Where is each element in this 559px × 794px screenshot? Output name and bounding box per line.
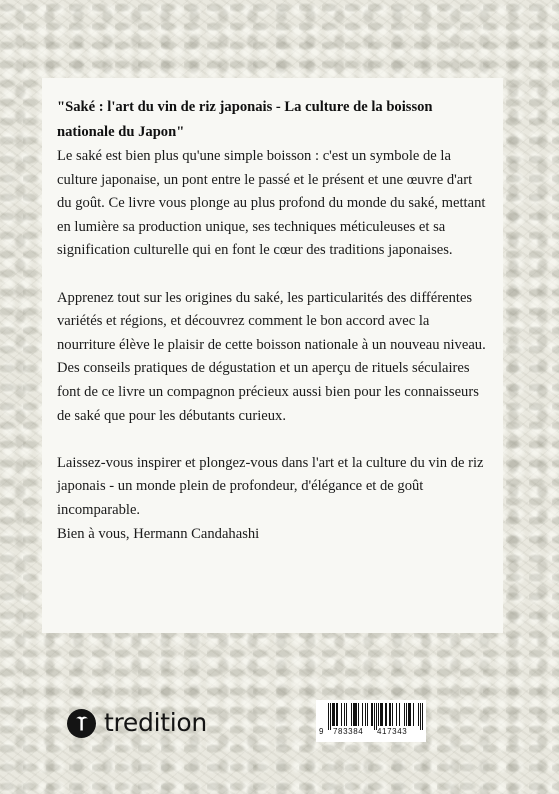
barcode-digits: [316, 727, 426, 739]
barcode-bar: [413, 703, 414, 726]
tredition-logo-icon: [67, 709, 96, 738]
back-cover-text-panel: [42, 78, 503, 633]
barcode-bar: [341, 703, 342, 726]
barcode-bar: [406, 703, 407, 726]
barcode-bar: [367, 703, 368, 726]
barcode-bar: [334, 703, 335, 726]
barcode-bar: [354, 703, 355, 726]
barcode-bar: [389, 703, 390, 726]
barcode-bar: [404, 703, 405, 726]
barcode-bar: [330, 703, 331, 730]
barcode-bar: [337, 703, 338, 726]
barcode-bar: [378, 703, 379, 726]
blurb-paragraph-2: Apprenez tout sur les origines du saké, les particularités des différentes variétés et régions, et découvrez comment le bon accord avec la nourriture élève le plaisir de cette boisson nationale à un nouveau niveau. Des conseils pratiques de dégustation et un aperçu de rituels séculaires font de ce livre un compagnon précieux aussi bien pour les connaisseurs de saké que pour les débutants curieux.: [57, 289, 486, 424]
blurb-paragraph-3: Laissez-vous inspirer et plongez-vous dans l'art et la culture du vin de riz japonais - un monde plein de profondeur, d'élégance et de goût incomparable.: [57, 454, 484, 518]
barcode-bar: [374, 703, 375, 730]
barcode-bar: [408, 703, 409, 726]
publisher-name: tredition: [104, 708, 207, 737]
barcode-bar: [410, 703, 411, 726]
barcode-bar: [420, 703, 421, 730]
barcode-bar: [355, 703, 356, 726]
isbn-barcode: [316, 700, 426, 742]
barcode-bar: [392, 703, 393, 726]
barcode-bar: [386, 703, 387, 726]
barcode-bar: [353, 703, 354, 726]
barcode-bar: [358, 703, 359, 726]
blurb-paragraph-1: Le saké est bien plus qu'une simple boisson : c'est un symbole de la culture japonaise, un pont entre le passé et le présent et une œuvre d'art du goût. Ce livre vous plonge au plus profond du monde du saké, mettant en lumière sa production unique, ses techniques méticuleuses et sa signification culturelle qui en font le cœur des traditions japonaises.: [57, 148, 486, 259]
barcode-bar: [362, 703, 363, 726]
barcode-bar: [399, 703, 400, 726]
barcode-left-group: 783384: [333, 727, 364, 736]
barcode-first-digit: 9: [319, 727, 324, 736]
paragraph-spacer: [57, 263, 487, 287]
barcode-bar: [422, 703, 423, 730]
barcode-bar: [336, 703, 337, 726]
barcode-bar: [382, 703, 383, 726]
publisher-logo: [67, 707, 207, 739]
barcode-bar: [333, 703, 334, 726]
barcode-bar: [356, 703, 357, 726]
barcode-bar: [409, 703, 410, 726]
paragraph-spacer: [57, 428, 487, 452]
barcode-bar: [346, 703, 347, 726]
barcode-bar: [328, 703, 329, 730]
barcode-bar: [396, 703, 397, 726]
barcode-bar: [376, 703, 377, 730]
barcode-bar: [381, 703, 382, 726]
barcode-bar: [344, 703, 345, 726]
barcode-bar: [380, 703, 381, 726]
barcode-bar: [332, 703, 333, 726]
barcode-bar: [390, 703, 391, 726]
book-title: "Saké : l'art du vin de riz japonais - La culture de la boisson nationale du Japon": [57, 99, 433, 140]
barcode-right-group: 417343: [377, 727, 408, 736]
barcode-bar: [385, 703, 386, 726]
barcode-bar: [371, 703, 372, 726]
author-signature: Bien à vous, Hermann Candahashi: [57, 525, 260, 542]
barcode-bar: [418, 703, 419, 726]
barcode-bar: [372, 703, 373, 726]
barcode-bar: [351, 703, 352, 726]
barcode-bar: [365, 703, 366, 726]
